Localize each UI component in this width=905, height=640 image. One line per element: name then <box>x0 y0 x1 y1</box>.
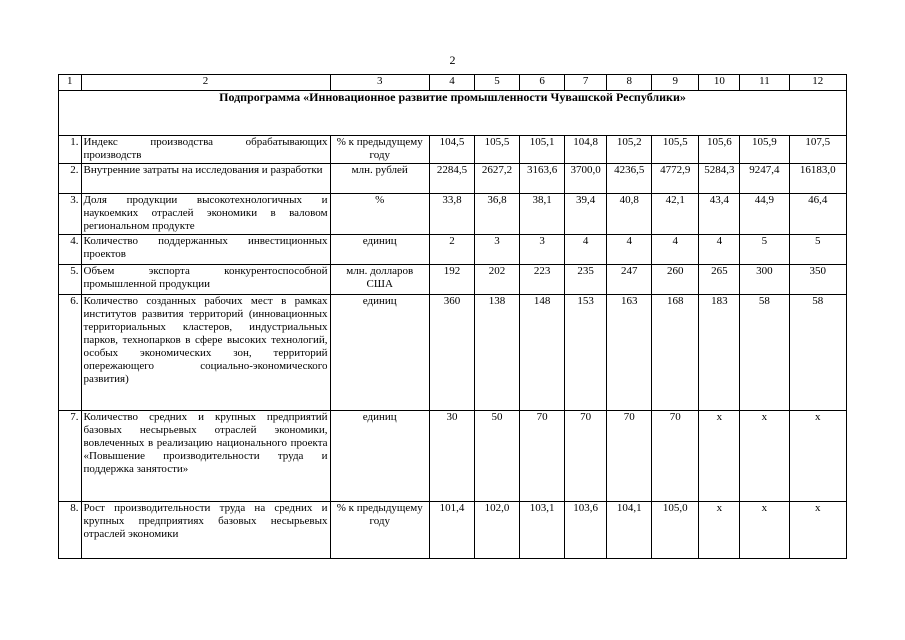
indicator-name: Количество созданных рабочих мест в рамках институтов развития территорий (инновационных территориальных кластеров, индустриальных парков, технопарков в сфере высоких технологий, особых экономических зон, территорий опережающего социально-экономического развития) <box>81 295 330 411</box>
indicator-value: 104,1 <box>607 502 652 559</box>
indicator-value: 4 <box>607 235 652 265</box>
indicator-unit: млн. долларов США <box>330 265 429 295</box>
indicator-value: 104,8 <box>565 136 607 164</box>
table-row <box>59 502 847 559</box>
indicator-value: 153 <box>565 295 607 411</box>
table-row <box>59 235 847 265</box>
indicator-value: 102,0 <box>475 502 520 559</box>
indicator-value: 247 <box>607 265 652 295</box>
row-number: 7. <box>59 411 82 502</box>
column-number-header: 8 <box>607 75 652 91</box>
row-number: 2. <box>59 164 82 194</box>
indicator-value: 168 <box>652 295 699 411</box>
indicator-value: 5284,3 <box>699 164 740 194</box>
column-number-header: 10 <box>699 75 740 91</box>
indicator-value: 105,0 <box>652 502 699 559</box>
indicator-value: 9247,4 <box>740 164 789 194</box>
indicator-value: х <box>699 411 740 502</box>
table-row <box>59 411 847 502</box>
indicator-unit: % к предыдущему году <box>330 502 429 559</box>
indicator-value: 70 <box>520 411 565 502</box>
indicator-value: 58 <box>789 295 846 411</box>
subprogram-title: Подпрограмма «Инновационное развитие промышленности Чувашской Республики» <box>59 91 847 136</box>
indicator-value: 50 <box>475 411 520 502</box>
table-row <box>59 136 847 164</box>
indicator-name: Доля продукции высокотехнологичных и наукоемких отраслей экономики в валовом региональном продукте <box>81 194 330 235</box>
indicator-value: 30 <box>429 411 474 502</box>
indicator-unit: единиц <box>330 235 429 265</box>
column-number-header: 4 <box>429 75 474 91</box>
row-number: 3. <box>59 194 82 235</box>
indicator-value: х <box>789 502 846 559</box>
indicator-value: 105,5 <box>475 136 520 164</box>
indicator-value: 104,5 <box>429 136 474 164</box>
indicator-value: 36,8 <box>475 194 520 235</box>
indicator-value: 105,5 <box>652 136 699 164</box>
column-number-header: 2 <box>81 75 330 91</box>
indicator-unit: единиц <box>330 295 429 411</box>
indicator-value: 70 <box>565 411 607 502</box>
table-row <box>59 164 847 194</box>
indicator-value: 202 <box>475 265 520 295</box>
indicator-name: Рост производительности труда на средних и крупных предприятиях базовых несырьевых отраслей экономики <box>81 502 330 559</box>
indicator-value: х <box>789 411 846 502</box>
table-body <box>59 75 847 559</box>
indicator-value: 3 <box>475 235 520 265</box>
indicator-value: 4772,9 <box>652 164 699 194</box>
indicator-value: 5 <box>740 235 789 265</box>
column-number-header: 9 <box>652 75 699 91</box>
indicator-value: 350 <box>789 265 846 295</box>
indicator-name: Внутренние затраты на исследования и разработки <box>81 164 330 194</box>
indicator-value: 40,8 <box>607 194 652 235</box>
table-row <box>59 295 847 411</box>
indicator-value: 192 <box>429 265 474 295</box>
indicators-table <box>58 74 847 559</box>
column-number-header: 7 <box>565 75 607 91</box>
row-number: 1. <box>59 136 82 164</box>
indicator-value: 38,1 <box>520 194 565 235</box>
indicator-name: Объем экспорта конкурентоспособной промышленной продукции <box>81 265 330 295</box>
indicator-value: 235 <box>565 265 607 295</box>
column-number-header: 11 <box>740 75 789 91</box>
indicator-value: 4 <box>565 235 607 265</box>
indicator-value: 44,9 <box>740 194 789 235</box>
indicator-value: 58 <box>740 295 789 411</box>
indicator-value: 4236,5 <box>607 164 652 194</box>
indicator-name: Количество поддержанных инвестиционных проектов <box>81 235 330 265</box>
indicator-value: 105,1 <box>520 136 565 164</box>
table-row <box>59 265 847 295</box>
indicator-value: 107,5 <box>789 136 846 164</box>
indicator-value: 46,4 <box>789 194 846 235</box>
indicator-value: х <box>740 502 789 559</box>
indicator-value: 360 <box>429 295 474 411</box>
indicator-value: х <box>699 502 740 559</box>
indicator-value: 138 <box>475 295 520 411</box>
column-number-header: 6 <box>520 75 565 91</box>
indicator-value: 70 <box>652 411 699 502</box>
indicator-value: 3 <box>520 235 565 265</box>
column-number-header: 3 <box>330 75 429 91</box>
indicator-value: 265 <box>699 265 740 295</box>
indicator-value: 2 <box>429 235 474 265</box>
row-number: 8. <box>59 502 82 559</box>
page-number: 2 <box>449 53 456 67</box>
row-number: 5. <box>59 265 82 295</box>
indicator-name: Индекс производства обрабатывающих производств <box>81 136 330 164</box>
table-row <box>59 194 847 235</box>
indicator-unit: млн. рублей <box>330 164 429 194</box>
indicator-unit: % к предыдущему году <box>330 136 429 164</box>
indicator-value: 260 <box>652 265 699 295</box>
indicator-value: 3163,6 <box>520 164 565 194</box>
indicator-value: 70 <box>607 411 652 502</box>
indicator-value: 300 <box>740 265 789 295</box>
indicator-value: 39,4 <box>565 194 607 235</box>
indicator-name: Количество средних и крупных предприятий базовых несырьевых отраслей экономики, вовлеченных в реализацию национального проекта «Повышение производительности труда и поддержка занятости» <box>81 411 330 502</box>
indicator-value: 163 <box>607 295 652 411</box>
indicator-value: 2284,5 <box>429 164 474 194</box>
indicator-value: 16183,0 <box>789 164 846 194</box>
indicator-value: 2627,2 <box>475 164 520 194</box>
indicator-value: х <box>740 411 789 502</box>
column-number-header: 1 <box>59 75 82 91</box>
indicator-value: 103,1 <box>520 502 565 559</box>
indicator-value: 105,6 <box>699 136 740 164</box>
indicator-value: 4 <box>652 235 699 265</box>
indicator-value: 223 <box>520 265 565 295</box>
indicator-value: 101,4 <box>429 502 474 559</box>
indicator-value: 148 <box>520 295 565 411</box>
row-number: 6. <box>59 295 82 411</box>
indicator-value: 105,2 <box>607 136 652 164</box>
subtitle-row <box>59 91 847 136</box>
indicator-value: 4 <box>699 235 740 265</box>
indicator-unit: единиц <box>330 411 429 502</box>
indicator-value: 105,9 <box>740 136 789 164</box>
column-number-header: 5 <box>475 75 520 91</box>
indicator-value: 43,4 <box>699 194 740 235</box>
indicator-value: 5 <box>789 235 846 265</box>
indicator-value: 103,6 <box>565 502 607 559</box>
indicator-unit: % <box>330 194 429 235</box>
indicator-value: 183 <box>699 295 740 411</box>
indicator-value: 42,1 <box>652 194 699 235</box>
column-number-row <box>59 75 847 91</box>
column-number-header: 12 <box>789 75 846 91</box>
row-number: 4. <box>59 235 82 265</box>
indicator-value: 3700,0 <box>565 164 607 194</box>
indicator-value: 33,8 <box>429 194 474 235</box>
